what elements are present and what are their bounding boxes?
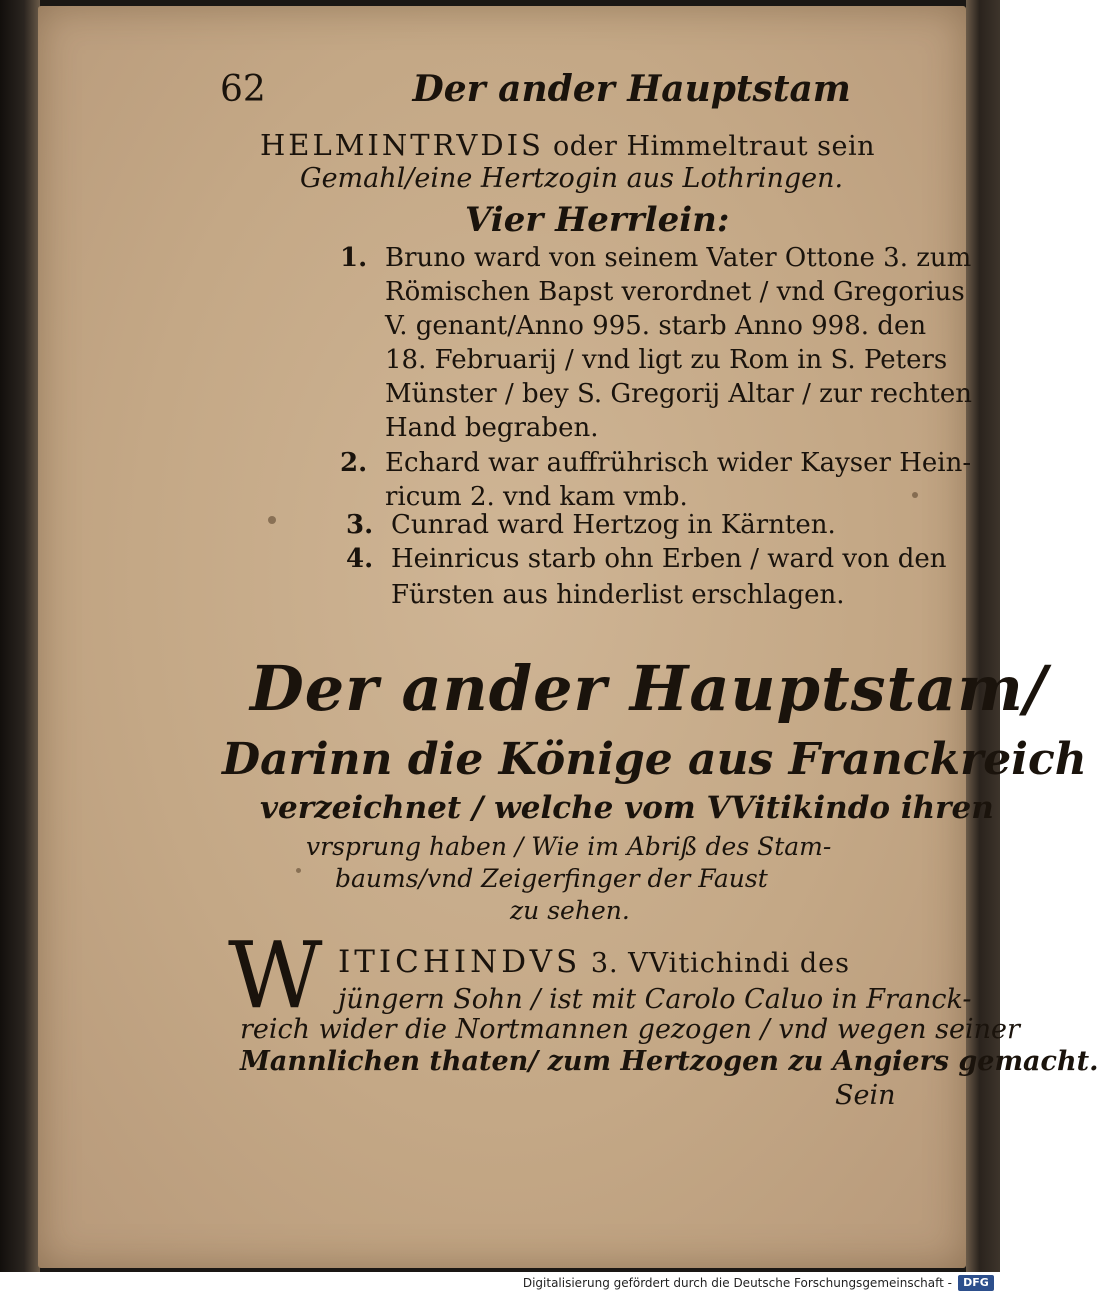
body-line-4: Mannlichen thaten/ zum Hertzogen zu Angiers gemacht.: [240, 1046, 1098, 1077]
intro-line-1-rest: oder Himmeltraut sein: [543, 131, 876, 162]
body-line-1-rest: 3. VVitichindi des: [581, 948, 850, 979]
section-title: Der ander Hauptstam/: [250, 652, 1048, 725]
paper-page: [38, 6, 966, 1268]
section-subtitle-line-3: vrsprung haben / Wie im Abriß des Stam-: [306, 832, 832, 861]
body-name-caps: ITICHINDVS: [338, 944, 582, 980]
section-subtitle-line-5: zu sehen.: [510, 896, 630, 925]
list-item-line: Hand begraben.: [385, 413, 599, 443]
section-subtitle-line-4: baums/vnd Zeigerfinger der Faust: [335, 864, 768, 893]
list-item-line: Bruno ward von seinem Vater Ottone 3. zum: [385, 243, 972, 273]
list-item-line: Römischen Bapst verordnet / vnd Gregorius: [385, 277, 965, 307]
intro-line-1: [260, 128, 920, 162]
list-item-number: 3.: [346, 510, 374, 540]
book-edge-left: [0, 0, 40, 1272]
list-item-line: Fürsten aus hinderlist erschlagen.: [391, 580, 845, 610]
footer-credit: Digitalisierung gefördert durch die Deutsche Forschungsgemeinschaft -: [522, 1276, 952, 1290]
paper-speck: [912, 492, 918, 498]
book-edge-right: [966, 0, 1000, 1272]
list-item-number: 4.: [346, 544, 374, 574]
list-item-line: V. genant/Anno 995. starb Anno 998. den: [385, 311, 927, 341]
list-item-line: Echard war auffrührisch wider Kayser Hein-: [385, 448, 972, 478]
paper-speck: [296, 868, 301, 873]
list-item-line: Heinricus starb ohn Erben / ward von den: [391, 544, 947, 574]
list-item-line: 18. Februarij / vnd ligt zu Rom in S. Peters: [385, 345, 948, 375]
list-item-line: ricum 2. vnd kam vmb.: [385, 482, 688, 512]
list-item-number: 2.: [340, 448, 368, 478]
intro-name-caps: HELMINTRVDIS: [260, 128, 544, 162]
list-item-number: 1.: [340, 243, 368, 273]
running-title: Der ander Hauptstam: [412, 68, 851, 110]
body-line-1: [338, 944, 850, 980]
section-subtitle-line-1: Darinn die Könige aus Franckreich: [222, 734, 1087, 785]
footer-bar: [0, 1272, 1000, 1296]
body-line-3: reich wider die Nortmannen gezogen / vnd wegen seiner: [240, 1014, 1020, 1045]
paper-speck: [268, 516, 276, 524]
list-item-line: Cunrad ward Hertzog in Kärnten.: [391, 510, 836, 540]
page-number: 62: [220, 69, 266, 110]
dfg-logo[interactable]: DFG: [958, 1275, 994, 1291]
section-subtitle-line-2: verzeichnet / welche vom VVitikindo ihren: [260, 790, 994, 826]
running-header: [220, 68, 851, 110]
drop-cap-initial: W: [228, 922, 323, 1029]
body-line-2: jüngern Sohn / ist mit Carolo Caluo in Franck-: [338, 984, 972, 1015]
list-item-line: Münster / bey S. Gregorij Altar / zur rechten: [385, 379, 972, 409]
intro-line-2: Gemahl/eine Hertzogin aus Lothringen.: [300, 163, 844, 194]
sub-heading: Vier Herrlein:: [465, 200, 730, 240]
catchword: Sein: [835, 1080, 896, 1111]
